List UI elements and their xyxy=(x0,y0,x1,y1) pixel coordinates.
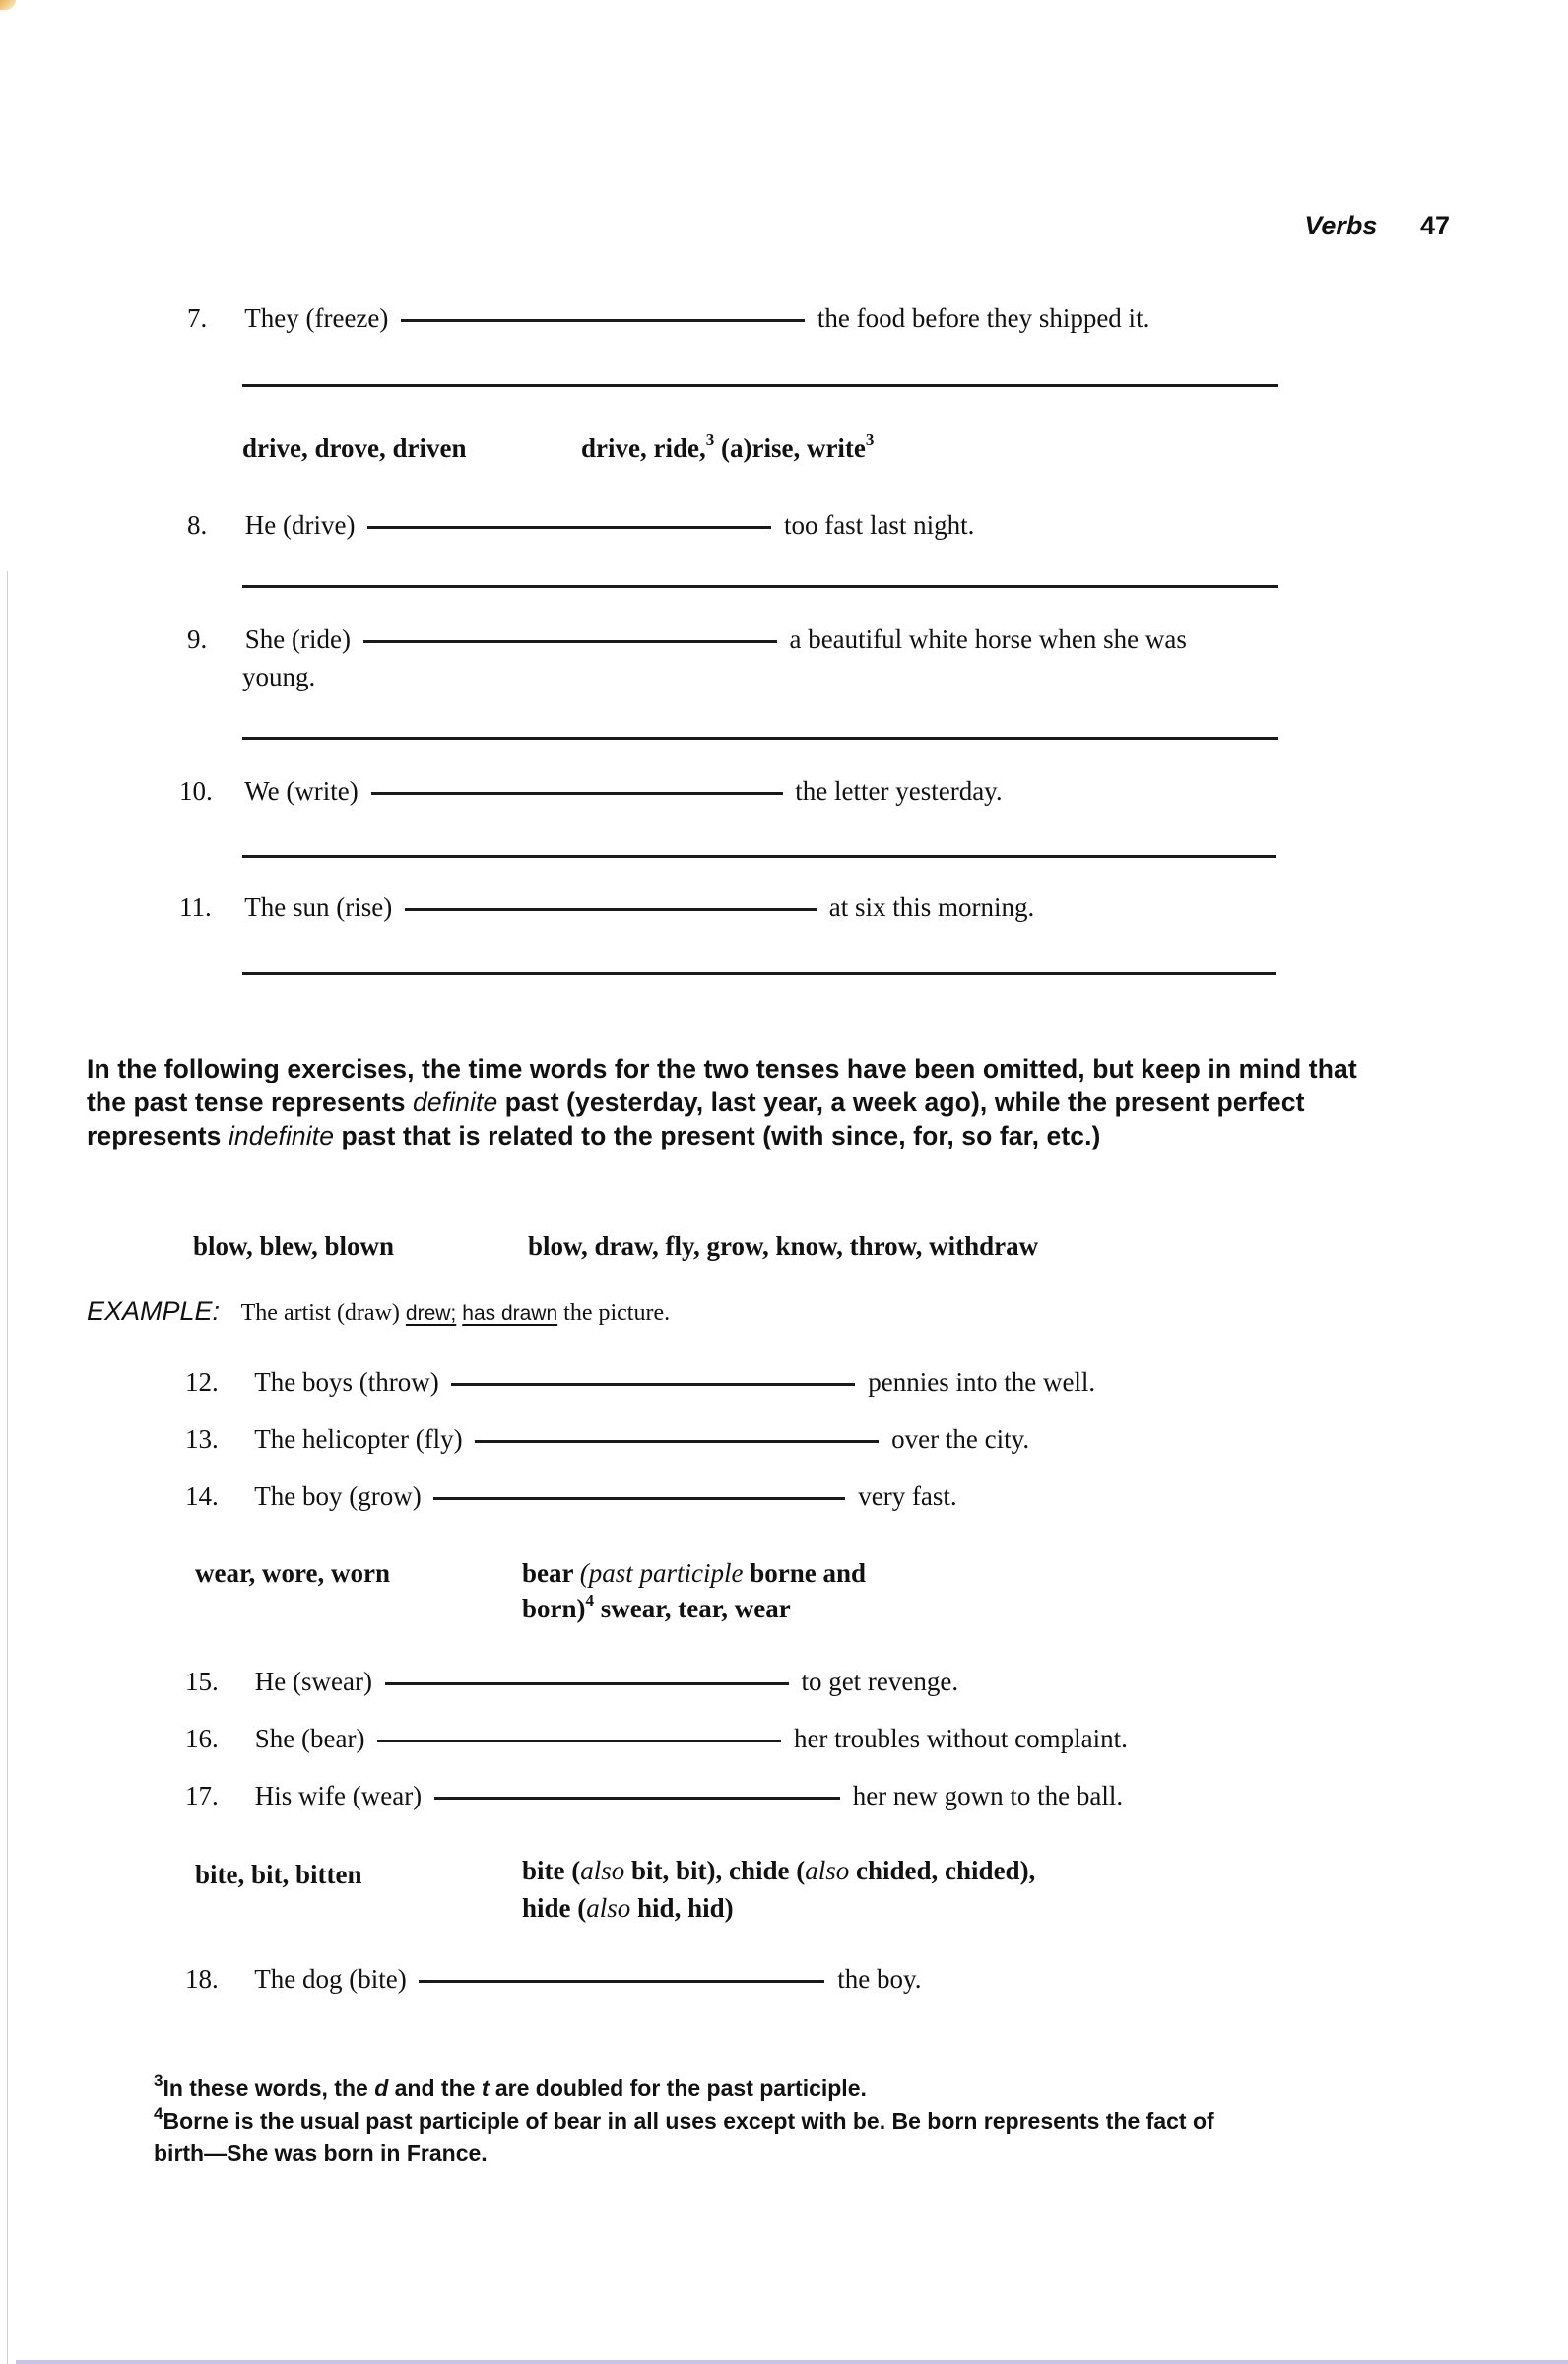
exercise-number: 11. xyxy=(179,892,212,922)
footnote-text: Borne is the usual past participle of bear in all uses except with be. Be born represents the fact of birth—She was born in France. xyxy=(154,2108,1214,2166)
answer-blank[interactable] xyxy=(434,1796,840,1800)
instructions-text: past (yesterday, last year, a week ago), while the present perfect represents xyxy=(87,1087,1305,1150)
exercise-prompt: He (swear) xyxy=(254,1667,372,1696)
exercise-9 xyxy=(187,624,1187,655)
example-prompt: The artist (draw) xyxy=(240,1300,400,1326)
answer-blank[interactable] xyxy=(419,1979,824,1983)
running-head xyxy=(1304,211,1450,241)
verb-list: blow, draw, fly, grow, know, throw, withdraw xyxy=(528,1231,1039,1261)
example-label: EXAMPLE: xyxy=(87,1296,221,1326)
exercise-prompt: They (freeze) xyxy=(244,303,389,333)
verb-list-part: bite ( xyxy=(522,1856,581,1885)
exercise-number: 7. xyxy=(187,303,208,333)
section-title: Verbs xyxy=(1304,211,1378,240)
answer-blank[interactable] xyxy=(401,318,805,322)
exercise-tail: the boy. xyxy=(837,1964,922,1994)
answer-blank[interactable] xyxy=(371,791,783,795)
answer-line-11[interactable] xyxy=(242,972,1276,975)
verb-pattern: drive, drove, driven xyxy=(242,433,467,463)
exercise-tail: at six this morning. xyxy=(828,892,1035,922)
page-number: 47 xyxy=(1419,211,1450,240)
exercise-prompt: The dog (bite) xyxy=(254,1964,407,1994)
exercise-18 xyxy=(185,1964,921,1995)
footnote-emphasis: d xyxy=(374,2075,389,2101)
instructions-emphasis: definite xyxy=(413,1087,498,1117)
instructions-emphasis: indefinite xyxy=(228,1121,335,1150)
answer-blank[interactable] xyxy=(451,1382,855,1386)
exercise-prompt: The boy (grow) xyxy=(254,1481,422,1511)
instructions-text: past that is related to the present (with since, for, so far, etc.) xyxy=(334,1121,1101,1150)
example-answer-perfect: has drawn xyxy=(462,1302,558,1325)
verb-group-wear xyxy=(195,1558,867,1623)
verb-pattern: blow, blew, blown xyxy=(193,1231,395,1261)
instructions-text: In the following exercises, the time words for the two tenses have been omitted, but keep in mind that the past tense represents xyxy=(87,1054,1357,1117)
footnote-text: In these words, the xyxy=(163,2075,375,2101)
verb-list-part: born) xyxy=(522,1594,586,1623)
answer-blank[interactable] xyxy=(385,1681,789,1685)
exercise-number: 9. xyxy=(187,624,208,654)
answer-line-7[interactable] xyxy=(242,384,1278,387)
exercise-7 xyxy=(187,303,1149,334)
exercise-13 xyxy=(185,1424,1029,1455)
verb-pattern: bite, bit, bitten xyxy=(195,1860,362,1889)
verb-list-line-1 xyxy=(522,1856,1035,1886)
exercise-prompt: She (ride) xyxy=(244,624,351,654)
exercise-8 xyxy=(187,510,974,541)
example-line xyxy=(87,1296,670,1327)
scan-edge-bottom xyxy=(16,2360,1568,2364)
verb-list-part: borne and xyxy=(743,1558,867,1588)
verb-list-note: also xyxy=(805,1856,850,1885)
exercise-tail: her troubles without complaint. xyxy=(793,1724,1128,1753)
footnote-emphasis: t xyxy=(481,2075,490,2101)
exercise-number: 15. xyxy=(185,1667,219,1696)
verb-list-note: (past participle xyxy=(579,1558,744,1588)
footnote-text: are doubled for the past participle. xyxy=(489,2075,867,2101)
exercise-number: 18. xyxy=(185,1964,219,1994)
exercise-number: 12. xyxy=(185,1367,219,1397)
exercise-tail: a beautiful white horse when she was xyxy=(789,624,1187,654)
verb-list-line-2 xyxy=(522,1893,734,1924)
verb-list-note: also xyxy=(580,1856,625,1885)
verb-list-part: swear, tear, wear xyxy=(594,1594,791,1623)
exercise-prompt: The sun (rise) xyxy=(244,892,393,922)
scan-corner-mark xyxy=(0,0,16,10)
exercise-15 xyxy=(185,1667,958,1697)
exercise-tail: pennies into the well. xyxy=(868,1367,1096,1397)
verb-pattern: wear, wore, worn xyxy=(195,1558,390,1588)
exercise-tail: the food before they shipped it. xyxy=(817,303,1150,333)
footnote-ref[interactable]: 3 xyxy=(865,430,875,449)
exercise-prompt: His wife (wear) xyxy=(254,1781,423,1810)
verb-list-note: also xyxy=(586,1893,631,1923)
footnote-4 xyxy=(154,2105,1217,2170)
exercise-17 xyxy=(185,1781,1123,1811)
example-tail: the picture. xyxy=(563,1300,671,1326)
verb-list-part: drive, ride, xyxy=(581,433,706,463)
exercise-tail: over the city. xyxy=(891,1424,1030,1454)
verb-list-part: bear xyxy=(522,1558,580,1588)
footnote-ref[interactable]: 3 xyxy=(705,430,715,449)
exercise-prompt: We (write) xyxy=(244,776,359,806)
exercise-number: 10. xyxy=(179,776,213,806)
footnote-ref[interactable]: 4 xyxy=(585,1591,595,1609)
footnotes xyxy=(154,2072,1217,2170)
exercise-10 xyxy=(179,776,1003,807)
exercise-14 xyxy=(185,1481,957,1512)
exercise-number: 14. xyxy=(185,1481,219,1511)
footnote-text: and the xyxy=(388,2075,482,2101)
verb-group-drive xyxy=(242,430,875,464)
answer-blank[interactable] xyxy=(433,1496,845,1500)
answer-line-10[interactable] xyxy=(242,855,1276,858)
answer-blank[interactable] xyxy=(475,1439,879,1443)
exercise-11 xyxy=(179,892,1034,923)
footnote-marker: 4 xyxy=(154,2104,163,2123)
answer-line-9[interactable] xyxy=(242,737,1278,740)
exercise-9-continuation: young. xyxy=(242,662,316,691)
exercise-prompt: The helicopter (fly) xyxy=(254,1424,463,1454)
footnote-3 xyxy=(154,2072,1217,2105)
answer-blank[interactable] xyxy=(377,1739,781,1742)
verb-list-line-1 xyxy=(522,1558,866,1589)
verb-list-part: hid, hid) xyxy=(630,1893,734,1923)
exercise-number: 13. xyxy=(185,1424,219,1454)
verb-group-blow xyxy=(193,1231,1039,1262)
exercise-12 xyxy=(185,1367,1095,1398)
exercise-prompt: He (drive) xyxy=(244,510,356,540)
exercise-tail: very fast. xyxy=(858,1481,957,1511)
exercise-number: 16. xyxy=(185,1724,219,1753)
instructions-paragraph xyxy=(87,1052,1387,1152)
exercise-tail: too fast last night. xyxy=(783,510,975,540)
verb-list xyxy=(581,430,875,464)
answer-line-8[interactable] xyxy=(242,585,1278,588)
exercise-tail: to get revenge. xyxy=(801,1667,959,1696)
verb-list-part: (a)rise, write xyxy=(714,433,866,463)
footnote-marker: 3 xyxy=(154,2071,163,2090)
exercise-tail: the letter yesterday. xyxy=(795,776,1003,806)
exercise-number: 17. xyxy=(185,1781,219,1810)
verb-list-part: chided, chided), xyxy=(849,1856,1036,1885)
exercise-prompt: The boys (throw) xyxy=(254,1367,439,1397)
verb-list-line-2 xyxy=(522,1591,791,1624)
answer-blank[interactable] xyxy=(363,639,777,643)
scan-edge-left xyxy=(7,571,8,2364)
exercise-prompt: She (bear) xyxy=(254,1724,365,1753)
exercise-number: 8. xyxy=(187,510,208,540)
answer-blank[interactable] xyxy=(367,525,771,529)
example-answer-past: drew; xyxy=(405,1302,457,1325)
verb-list-part: bit, bit), chide ( xyxy=(624,1856,806,1885)
exercise-16 xyxy=(185,1724,1128,1754)
exercise-tail: her new gown to the ball. xyxy=(852,1781,1124,1810)
answer-blank[interactable] xyxy=(405,907,817,911)
verb-group-bite xyxy=(195,1856,1036,1923)
verb-list-part: hide ( xyxy=(522,1893,587,1923)
